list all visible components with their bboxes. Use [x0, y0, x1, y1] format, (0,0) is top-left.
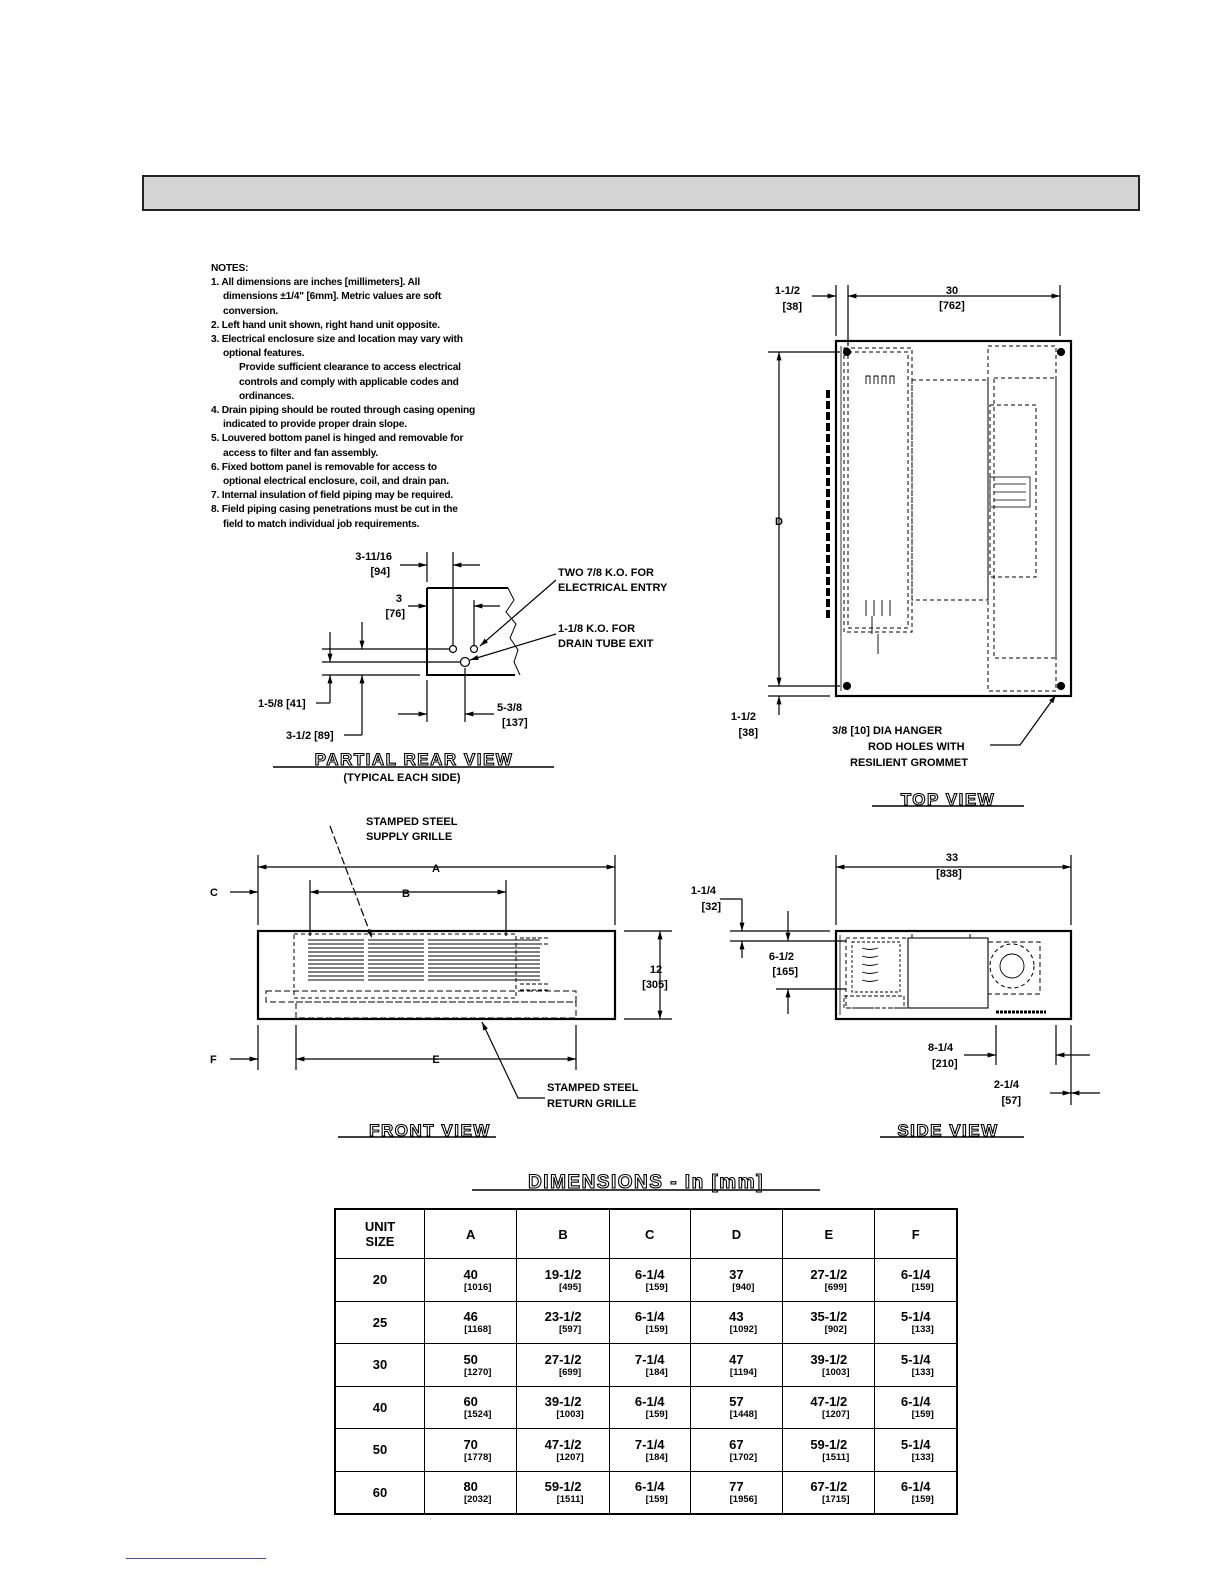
front-dim-12: 12 [649, 964, 663, 976]
cell-value-mm: [159] [645, 1494, 668, 1506]
cell-value-mm: [1168] [464, 1324, 492, 1336]
cell-value-in: 5-1/4 [900, 1309, 931, 1325]
cell-value-mm: [1003] [556, 1409, 584, 1421]
electrical-ko-right [471, 646, 478, 653]
cell-value-mm: [1448] [729, 1409, 758, 1421]
front-supply-label-2: SUPPLY GRILLE [366, 831, 453, 843]
front-dim-b: B [402, 888, 410, 900]
cell-b [517, 1386, 609, 1429]
cell-f [875, 1429, 957, 1472]
cell-value-mm: [159] [911, 1281, 934, 1293]
cell-c [609, 1301, 690, 1344]
cell-value-mm: [1524] [463, 1409, 492, 1421]
cell-value-in: 47-1/2 [810, 1394, 848, 1410]
cell-value-in: 70 [463, 1436, 478, 1452]
cell-value-in: 40 [463, 1266, 478, 1282]
cell-b [517, 1344, 609, 1387]
cell-value-in: 57 [729, 1394, 744, 1410]
top-hanger-label-3: RESILIENT GROMMET [850, 757, 968, 769]
cell-value-mm: [159] [645, 1281, 668, 1293]
cell-value-in: 7-1/4 [634, 1351, 665, 1367]
cell-value-in: 6-1/4 [634, 1394, 665, 1410]
cell-value-mm: [699] [824, 1281, 847, 1293]
cell-value-mm: [1511] [822, 1451, 850, 1463]
note-8: 8. Field piping casing penetrations must be cut in the [211, 504, 458, 516]
cell-unit-size: 50 [335, 1429, 425, 1472]
front-return-label-2: RETURN GRILLE [547, 1098, 637, 1110]
cell-value-mm: [1715] [822, 1494, 850, 1506]
cell-value-mm: [159] [911, 1409, 934, 1421]
header-a: A [425, 1209, 517, 1259]
rear-dim-3-11-16: 3-11/16 [355, 551, 392, 563]
table-row [335, 1259, 957, 1302]
note-6-cont: optional electrical enclosure, coil, and drain pan. [223, 476, 449, 488]
cell-value-in: 6-1/4 [634, 1266, 665, 1282]
top-dim-1-1-2-mm: [38] [782, 301, 802, 313]
cell-value-in: 39-1/2 [544, 1394, 582, 1410]
top-hanger-label-2: ROD HOLES WITH [868, 741, 965, 753]
cell-b [517, 1429, 609, 1472]
side-dim-33-mm: [838] [936, 868, 962, 880]
note-3-cont: optional features. [223, 348, 305, 360]
header-unit-size: UNIT SIZE [335, 1209, 425, 1259]
cell-value-in: 23-1/2 [544, 1309, 582, 1325]
cell-value-mm: [133] [911, 1366, 934, 1378]
top-dim-1-1-2-bottom-mm: [38] [738, 727, 758, 739]
cell-b [517, 1471, 609, 1514]
cell-c [609, 1344, 690, 1387]
cell-value-mm: [1092] [729, 1324, 758, 1336]
cell-value-in: 77 [729, 1479, 744, 1495]
cell-value-mm: [597] [558, 1324, 582, 1336]
side-dim-2-1-4: 2-1/4 [993, 1079, 1019, 1091]
footer-rule [126, 1558, 266, 1559]
header-f: F [875, 1209, 957, 1259]
note-6: 6. Fixed bottom panel is removable for access to [211, 461, 437, 473]
cell-d [690, 1429, 782, 1472]
rear-view-title: PARTIAL REAR VIEW [314, 750, 514, 769]
side-dim-2-1-4-mm: [57] [1001, 1095, 1021, 1107]
cell-value-mm: [1016] [463, 1281, 492, 1293]
cell-value-in: 43 [729, 1309, 744, 1325]
rear-ko-drain-label: 1-1/8 K.O. FOR [558, 623, 636, 635]
front-dim-f: F [210, 1054, 217, 1066]
cell-e [783, 1386, 875, 1429]
header-e: E [783, 1209, 875, 1259]
cell-value-in: 59-1/2 [544, 1479, 582, 1495]
cell-a [425, 1471, 517, 1514]
rear-ko-drain-label-2: DRAIN TUBE EXIT [558, 638, 654, 650]
cell-d [690, 1259, 782, 1302]
note-2: 2. Left hand unit shown, right hand unit opposite. [211, 319, 440, 331]
cell-value-mm: [184] [645, 1451, 668, 1463]
cell-e [783, 1429, 875, 1472]
cell-value-in: 46 [463, 1309, 478, 1325]
cell-unit-size: 60 [335, 1471, 425, 1514]
note-3: 3. Electrical enclosure size and location may vary with [211, 334, 463, 346]
side-dim-8-1-4-mm: [210] [932, 1058, 958, 1070]
table-body [335, 1259, 957, 1515]
cell-unit-size: 30 [335, 1344, 425, 1387]
rear-dim-1-5-8: 1-5/8 [41] [258, 698, 306, 710]
cell-d [690, 1344, 782, 1387]
cell-value-mm: [133] [911, 1451, 934, 1463]
rear-ko-electrical-label-2: ELECTRICAL ENTRY [558, 582, 668, 594]
cell-value-in: 50 [463, 1351, 478, 1367]
cell-e [783, 1301, 875, 1344]
cell-value-mm: [2032] [463, 1494, 492, 1506]
dimensions-table-title: DIMENSIONS - In [mm] [528, 1172, 764, 1193]
side-dim-1-1-4-mm: [32] [701, 901, 721, 913]
cell-unit-size: 40 [335, 1386, 425, 1429]
cell-value-mm: [159] [645, 1324, 668, 1336]
cell-b [517, 1259, 609, 1302]
header-b: B [517, 1209, 609, 1259]
front-dim-c: C [210, 887, 218, 899]
cell-value-in: 39-1/2 [810, 1351, 848, 1367]
cell-value-mm: [699] [558, 1366, 582, 1378]
cell-value-mm: [495] [558, 1281, 582, 1293]
rear-dim-3-11-16-mm: [94] [370, 566, 390, 578]
top-dim-30: 30 [945, 285, 959, 297]
table-row [335, 1386, 957, 1429]
rear-dim-3-mm: [76] [385, 608, 405, 620]
rear-dim-3: 3 [395, 593, 402, 605]
cell-value-in: 80 [463, 1479, 478, 1495]
cell-c [609, 1386, 690, 1429]
cell-value-in: 7-1/4 [634, 1436, 665, 1452]
side-view [720, 855, 1100, 1137]
rear-view-subtitle: (TYPICAL EACH SIDE) [343, 772, 461, 784]
rear-dim-5-3-8-mm: [137] [502, 717, 528, 729]
top-hanger-label-1: 3/8 [10] DIA HANGER [832, 725, 943, 737]
cell-value-in: 37 [729, 1266, 744, 1282]
electrical-ko-left [450, 646, 457, 653]
cell-unit-size: 20 [335, 1259, 425, 1302]
cell-value-in: 67 [729, 1436, 744, 1452]
cell-d [690, 1386, 782, 1429]
top-dim-1-1-2-bottom: 1-1/2 [730, 711, 756, 723]
cell-a [425, 1386, 517, 1429]
front-dim-e: E [432, 1054, 440, 1066]
rear-dim-5-3-8: 5-3/8 [497, 702, 523, 714]
front-supply-label-1: STAMPED STEEL [366, 816, 458, 828]
note-1: 1. All dimensions are inches [millimeters]. All [211, 277, 420, 289]
table-row [335, 1344, 957, 1387]
cell-value-mm: [1194] [729, 1366, 757, 1378]
header-c: C [609, 1209, 690, 1259]
cell-value-mm: [159] [911, 1494, 934, 1506]
cell-value-mm: [902] [824, 1324, 847, 1336]
table-row [335, 1471, 957, 1514]
cell-a [425, 1259, 517, 1302]
cell-e [783, 1471, 875, 1514]
cell-value-mm: [1511] [556, 1494, 584, 1506]
cell-c [609, 1471, 690, 1514]
supply-grille-louvers [308, 940, 540, 980]
top-dim-1-1-2: 1-1/2 [774, 285, 800, 297]
header-d: D [690, 1209, 782, 1259]
cell-value-mm: [1207] [556, 1451, 584, 1463]
side-dim-6-1-2: 6-1/2 [768, 951, 794, 963]
front-dim-12-mm: [305] [642, 979, 668, 991]
side-dim-6-1-2-mm: [165] [772, 966, 798, 978]
cell-value-in: 5-1/4 [900, 1351, 931, 1367]
cell-value-mm: [133] [911, 1324, 934, 1336]
cell-e [783, 1259, 875, 1302]
note-1-cont2: conversion. [223, 305, 278, 317]
cell-value-mm: [1270] [463, 1366, 492, 1378]
cell-value-in: 47-1/2 [544, 1436, 582, 1452]
cell-f [875, 1344, 957, 1387]
top-view [768, 285, 1071, 745]
cell-value-mm: [940] [732, 1281, 755, 1293]
cell-value-in: 60 [463, 1394, 478, 1410]
cell-value-in: 59-1/2 [810, 1436, 848, 1452]
table-row [335, 1429, 957, 1472]
cell-value-mm: [1003] [822, 1366, 850, 1378]
note-5: 5. Louvered bottom panel is hinged and removable for [211, 433, 464, 445]
top-dim-30-mm: [762] [939, 300, 965, 312]
cell-d [690, 1301, 782, 1344]
cell-e [783, 1344, 875, 1387]
side-view-title: SIDE VIEW [897, 1121, 999, 1140]
notes-heading: NOTES: [211, 263, 249, 274]
cell-f [875, 1471, 957, 1514]
note-4-cont: indicated to provide proper drain slope. [223, 419, 407, 431]
cell-value-in: 6-1/4 [900, 1479, 931, 1495]
top-view-title: TOP VIEW [900, 790, 996, 809]
table-row [335, 1301, 957, 1344]
cell-a [425, 1344, 517, 1387]
note-3-cont3: controls and comply with applicable codes and [239, 376, 459, 388]
cell-value-in: 6-1/4 [900, 1266, 931, 1282]
cell-value-in: 19-1/2 [544, 1266, 582, 1282]
front-dim-a: A [432, 863, 440, 875]
front-view-title: FRONT VIEW [369, 1121, 491, 1140]
cell-value-mm: [1956] [729, 1494, 758, 1506]
note-7: 7. Internal insulation of field piping may be required. [211, 490, 454, 502]
cell-a [425, 1429, 517, 1472]
dimensions-table [334, 1208, 958, 1515]
cell-value-in: 35-1/2 [810, 1309, 848, 1325]
cell-a [425, 1301, 517, 1344]
cell-value-in: 27-1/2 [544, 1351, 582, 1367]
side-dim-33: 33 [945, 852, 959, 864]
rear-dim-3-1-2: 3-1/2 [89] [286, 730, 334, 742]
note-8-cont: field to match individual job requirements. [223, 518, 420, 530]
cell-c [609, 1259, 690, 1302]
cell-value-in: 67-1/2 [810, 1479, 848, 1495]
note-5-cont: access to filter and fan assembly. [223, 447, 378, 459]
note-4: 4. Drain piping should be routed through casing opening [211, 405, 476, 417]
side-dim-1-1-4: 1-1/4 [690, 885, 716, 897]
note-3-cont2: Provide sufficient clearance to access electrical [239, 362, 461, 374]
cell-value-in: 27-1/2 [810, 1266, 848, 1282]
cell-f [875, 1386, 957, 1429]
cell-value-in: 6-1/4 [900, 1394, 931, 1410]
cell-f [875, 1301, 957, 1344]
top-dim-d: D [775, 516, 783, 528]
front-return-label-1: STAMPED STEEL [547, 1082, 639, 1094]
note-3-cont4: ordinances. [239, 390, 294, 402]
drain-ko [461, 658, 470, 667]
cell-value-mm: [184] [645, 1366, 668, 1378]
cell-c [609, 1429, 690, 1472]
side-dim-8-1-4: 8-1/4 [928, 1042, 954, 1054]
cell-d [690, 1471, 782, 1514]
rear-ko-electrical-label: TWO 7/8 K.O. FOR [558, 567, 654, 579]
cell-value-mm: [1778] [463, 1451, 492, 1463]
cell-unit-size: 25 [335, 1301, 425, 1344]
cell-value-mm: [1702] [729, 1451, 758, 1463]
cell-value-in: 6-1/4 [634, 1479, 665, 1495]
cell-value-in: 5-1/4 [900, 1436, 931, 1452]
cell-f [875, 1259, 957, 1302]
note-1-cont: dimensions ±1/4" [6mm]. Metric values are soft [223, 291, 442, 303]
cell-value-mm: [1207] [822, 1409, 850, 1421]
cell-value-in: 6-1/4 [634, 1309, 665, 1325]
cell-value-mm: [159] [645, 1409, 668, 1421]
cell-b [517, 1301, 609, 1344]
table-header-row [335, 1209, 957, 1259]
cell-value-in: 47 [729, 1351, 744, 1367]
